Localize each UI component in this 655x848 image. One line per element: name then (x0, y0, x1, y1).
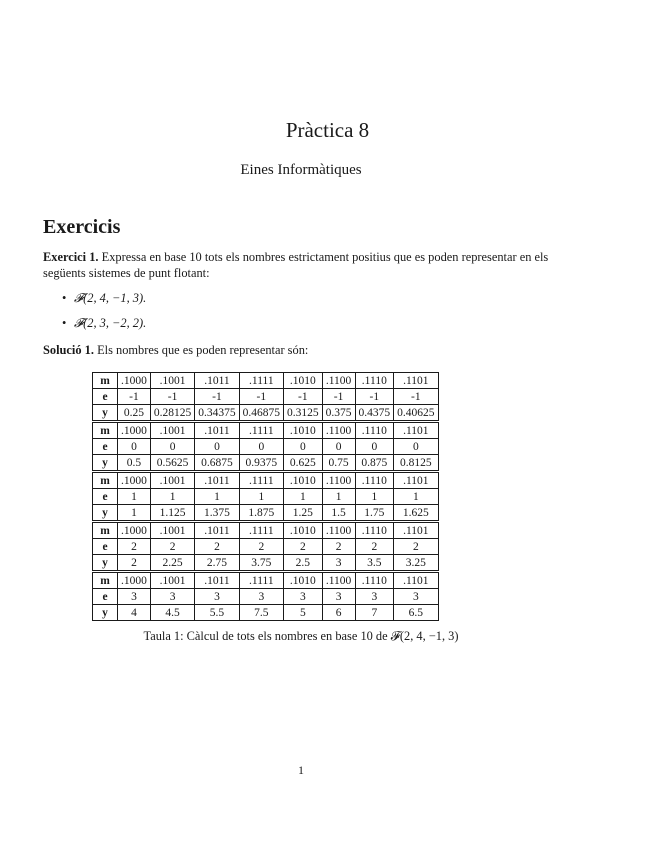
table-cell: 0.5625 (150, 455, 194, 472)
table-cell: .1111 (239, 422, 283, 439)
table-cell: 1 (322, 489, 355, 505)
table-cell: 2 (394, 539, 438, 555)
table-cell: 1 (284, 489, 323, 505)
list-item-text: 𝓕(2, 4, −1, 3). (74, 291, 147, 305)
table-cell: 3 (150, 589, 194, 605)
table-cell: 6.5 (394, 605, 438, 621)
table-cell: .1001 (150, 472, 194, 489)
table-cell: -1 (150, 389, 194, 405)
table-cell: .1011 (195, 572, 239, 589)
table-cell: .1101 (394, 472, 438, 489)
row-header-e: e (93, 389, 118, 405)
table-cell: 0.46875 (239, 405, 283, 422)
table-cell: 1 (150, 489, 194, 505)
row-header-m: m (93, 422, 118, 439)
row-header-y: y (93, 405, 118, 422)
table-cell: 2 (195, 539, 239, 555)
table-cell: .1001 (150, 572, 194, 589)
table-cell: 1.125 (150, 505, 194, 522)
table-row (93, 373, 439, 389)
table-cell: 0.6875 (195, 455, 239, 472)
row-header-e: e (93, 439, 118, 455)
table-cell: 2 (284, 539, 323, 555)
table-row (93, 422, 439, 439)
table-cell: .1000 (118, 422, 151, 439)
table-cell: 2 (355, 539, 394, 555)
system-list (62, 290, 146, 340)
table-cell: 3 (394, 589, 438, 605)
row-header-m: m (93, 572, 118, 589)
table-row (93, 439, 439, 455)
table-cell: 0.8125 (394, 455, 438, 472)
table-cell: 3.5 (355, 555, 394, 572)
table-caption: Taula 1: Càlcul de tots els nombres en base 10 de 𝓕(2, 4, −1, 3) (143, 629, 459, 643)
solution-paragraph (43, 343, 308, 358)
exercise-paragraph (43, 249, 568, 281)
table-cell: 0.75 (322, 455, 355, 472)
exercise-label: Exercici 1. (43, 250, 99, 264)
table-cell: 3 (322, 589, 355, 605)
table-cell: .1101 (394, 572, 438, 589)
solution-text: Els nombres que es poden representar són: (97, 343, 309, 357)
table-cell: .1100 (322, 522, 355, 539)
row-header-m: m (93, 522, 118, 539)
table-cell: 0 (150, 439, 194, 455)
page-subtitle: Eines Informàtiques (240, 162, 362, 178)
table-cell: 1.75 (355, 505, 394, 522)
table-cell: .1011 (195, 472, 239, 489)
exercise-text: Expressa en base 10 tots els nombres estrictament positius que es poden representar en els següents sistemes de punt flotant: (43, 250, 549, 280)
table-cell: 0 (195, 439, 239, 455)
row-header-y: y (93, 555, 118, 572)
table-cell: 3 (284, 589, 323, 605)
table-row (93, 539, 439, 555)
table-cell: 0 (239, 439, 283, 455)
row-header-m: m (93, 373, 118, 389)
table-cell: 3.25 (394, 555, 438, 572)
table-cell: .1000 (118, 522, 151, 539)
table-cell: 1 (195, 489, 239, 505)
table-cell: -1 (239, 389, 283, 405)
table-row (93, 555, 439, 572)
table-cell: .1001 (150, 422, 194, 439)
table-cell: 1.25 (284, 505, 323, 522)
table-cell: 4.5 (150, 605, 194, 621)
table-cell: .1110 (355, 522, 394, 539)
table-cell: 0 (322, 439, 355, 455)
table-cell: .1100 (322, 472, 355, 489)
row-header-e: e (93, 539, 118, 555)
table-cell: 1 (355, 489, 394, 505)
table-cell: 0.625 (284, 455, 323, 472)
table-cell: 1.625 (394, 505, 438, 522)
table-cell: 3 (118, 589, 151, 605)
table-cell: .1110 (355, 422, 394, 439)
table-cell: .1000 (118, 572, 151, 589)
row-header-y: y (93, 455, 118, 472)
table-cell: -1 (284, 389, 323, 405)
table-cell: 2.5 (284, 555, 323, 572)
table-row (93, 389, 439, 405)
section-heading: Exercicis (43, 216, 121, 238)
table-cell: .1001 (150, 522, 194, 539)
table-cell: .1010 (284, 522, 323, 539)
table-cell: 1 (118, 505, 151, 522)
table-cell: 3 (195, 589, 239, 605)
row-header-m: m (93, 472, 118, 489)
table-cell: .1111 (239, 373, 283, 389)
table-cell: .1010 (284, 572, 323, 589)
table-cell: 1.375 (195, 505, 239, 522)
table-cell: 0.3125 (284, 405, 323, 422)
table-cell: .1001 (150, 373, 194, 389)
table-cell: .1011 (195, 422, 239, 439)
table-cell: -1 (195, 389, 239, 405)
table-cell: 0.25 (118, 405, 151, 422)
table-cell: 0.375 (322, 405, 355, 422)
table-cell: 1.875 (239, 505, 283, 522)
table-cell: 2.25 (150, 555, 194, 572)
table-cell: .1100 (322, 373, 355, 389)
values-table (92, 372, 439, 621)
table-cell: 1 (118, 489, 151, 505)
table-cell: 3 (239, 589, 283, 605)
table-cell: 2 (239, 539, 283, 555)
table-cell: 0.40625 (394, 405, 438, 422)
row-header-e: e (93, 589, 118, 605)
bullet-icon: • (62, 291, 67, 305)
list-item (62, 290, 146, 315)
table-row (93, 489, 439, 505)
table-cell: 0 (118, 439, 151, 455)
list-item (62, 315, 146, 340)
table-row (93, 572, 439, 589)
table-cell: 0 (284, 439, 323, 455)
table-cell: -1 (394, 389, 438, 405)
table-row (93, 472, 439, 489)
table-cell: 5 (284, 605, 323, 621)
table-cell: 3 (322, 555, 355, 572)
table-row (93, 522, 439, 539)
table-row (93, 405, 439, 422)
table-cell: 2 (118, 555, 151, 572)
page-title: Pràctica 8 (285, 118, 370, 142)
table-cell: -1 (118, 389, 151, 405)
table-cell: .1110 (355, 472, 394, 489)
table-cell: .1010 (284, 373, 323, 389)
table-cell: .1111 (239, 472, 283, 489)
row-header-y: y (93, 605, 118, 621)
table-cell: .1110 (355, 572, 394, 589)
table-cell: .1100 (322, 572, 355, 589)
table-cell: -1 (322, 389, 355, 405)
table-row (93, 605, 439, 621)
table-cell: 1 (394, 489, 438, 505)
table-cell: 3 (355, 589, 394, 605)
table-cell: .1011 (195, 373, 239, 389)
table-cell: 0.5 (118, 455, 151, 472)
table-cell: .1000 (118, 472, 151, 489)
table-cell: .1101 (394, 422, 438, 439)
table-cell: 0.34375 (195, 405, 239, 422)
table-cell: 0.9375 (239, 455, 283, 472)
table-cell: 6 (322, 605, 355, 621)
table-cell: 2 (118, 539, 151, 555)
table-row (93, 455, 439, 472)
table-cell: .1111 (239, 572, 283, 589)
table-cell: .1111 (239, 522, 283, 539)
table-cell: 4 (118, 605, 151, 621)
table-cell: 0 (355, 439, 394, 455)
table-cell: .1000 (118, 373, 151, 389)
table-row (93, 505, 439, 522)
solution-label: Solució 1. (43, 343, 94, 357)
table-cell: 5.5 (195, 605, 239, 621)
table-cell: .1011 (195, 522, 239, 539)
table-row (93, 589, 439, 605)
list-item-text: 𝓕(2, 3, −2, 2). (74, 316, 147, 330)
table-cell: 1.5 (322, 505, 355, 522)
table-cell: 3.75 (239, 555, 283, 572)
table-cell: 1 (239, 489, 283, 505)
bullet-icon: • (62, 316, 67, 330)
table-cell: 2 (150, 539, 194, 555)
table-cell: 0.4375 (355, 405, 394, 422)
table-cell: -1 (355, 389, 394, 405)
table-cell: .1010 (284, 472, 323, 489)
table-cell: .1110 (355, 373, 394, 389)
row-header-y: y (93, 505, 118, 522)
table-cell: 0.875 (355, 455, 394, 472)
table-cell: 2 (322, 539, 355, 555)
table-cell: .1100 (322, 422, 355, 439)
table-cell: 2.75 (195, 555, 239, 572)
table-cell: .1010 (284, 422, 323, 439)
table-cell: 7.5 (239, 605, 283, 621)
page-number: 1 (298, 763, 304, 777)
table-cell: .1101 (394, 373, 438, 389)
table-cell: 0.28125 (150, 405, 194, 422)
row-header-e: e (93, 489, 118, 505)
table-cell: 0 (394, 439, 438, 455)
table-cell: .1101 (394, 522, 438, 539)
table-cell: 7 (355, 605, 394, 621)
